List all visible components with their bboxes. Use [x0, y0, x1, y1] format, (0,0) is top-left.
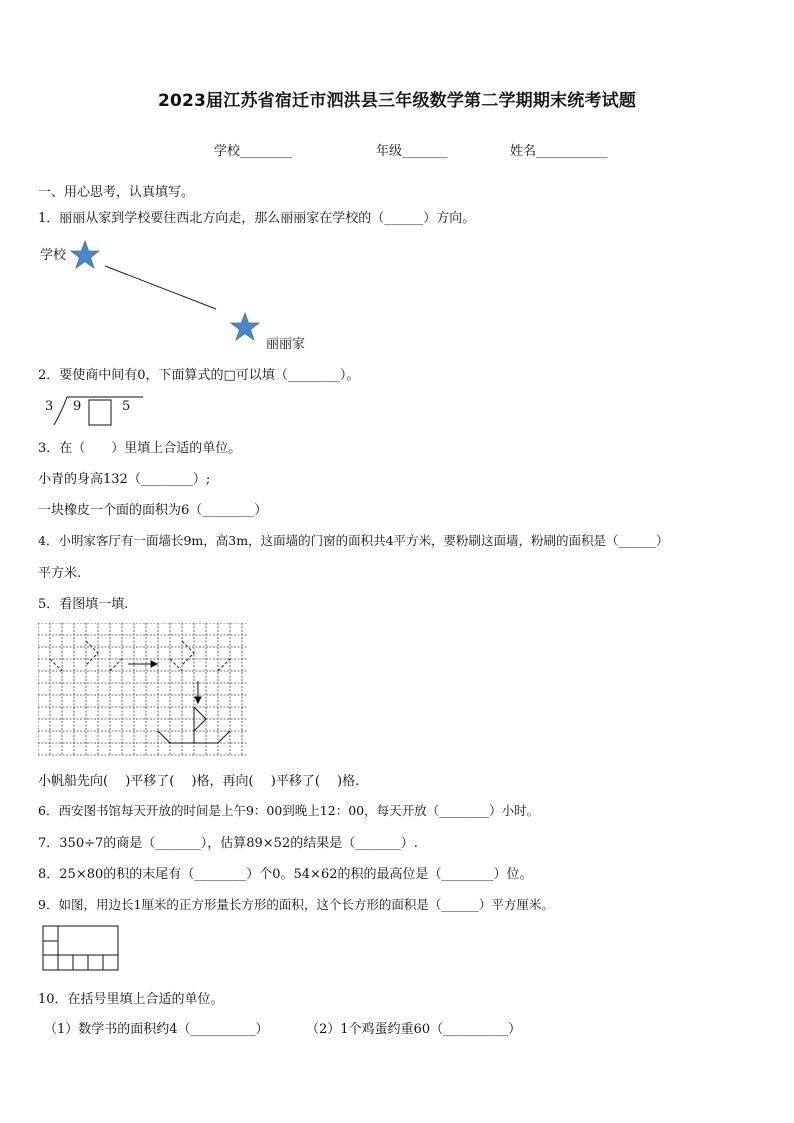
question-7: 7．350÷7的商是（_______），估算89×52的结果是（_______）.: [38, 836, 418, 851]
home-label: 丽丽家: [266, 337, 306, 352]
name-field: 姓名___________: [510, 144, 608, 159]
page-title: 2023届江苏省宿迁市泗洪县三年级数学第二学期期末统考试题: [157, 91, 637, 111]
dividend-digit-3: 5: [122, 399, 131, 414]
question-3b: 一块橡皮一个面的面积为6（________）: [38, 503, 268, 518]
q1-diagram: [70, 236, 330, 348]
question-2: 2．要使商中间有0，下面算式的□可以填（________）。: [38, 368, 360, 383]
path-line: [105, 266, 216, 309]
question-3a: 小青的身高132（________）;: [38, 472, 211, 487]
question-10: 10．在括号里填上合适的单位。: [38, 992, 224, 1007]
rectangle-diagram: [42, 925, 122, 973]
divisor: 3: [45, 399, 54, 414]
section-heading: 一、用心思考，认真填写。: [38, 185, 195, 200]
home-star-icon: [231, 313, 259, 340]
question-5-fill: 小帆船先向( )平移了( )格，再向( )平移了( )格.: [38, 774, 360, 789]
grid-diagram: [38, 623, 253, 756]
question-8: 8．25×80的积的末尾有（________）个0。54×62的积的最高位是（________）位。: [38, 867, 533, 882]
question-10a: （1）数学书的面积约4（__________）: [44, 1022, 269, 1037]
dividend-digit-1: 9: [73, 399, 82, 414]
grade-field: 年级_______: [376, 144, 448, 159]
question-6: 6．西安图书馆每天开放的时间是上午9：00到晚上12：00，每天开放（________）小时。: [38, 803, 540, 818]
division-diagram: [38, 394, 150, 430]
question-3: 3．在（ ）里填上合适的单位。: [38, 441, 242, 456]
question-1: 1．丽丽从家到学校要往西北方向走，那么丽丽家在学校的（______）方向。: [38, 211, 476, 226]
question-5: 5．看图填一填.: [38, 597, 129, 612]
school-field: 学校________: [214, 144, 293, 159]
school-label: 学校: [40, 248, 67, 263]
question-9: 9．如图，用边长1厘米的正方形量长方形的面积，这个长方形的面积是（______）平方厘米。: [38, 897, 554, 912]
boat-shapes: [50, 641, 230, 671]
blank-box: [89, 400, 111, 425]
question-4-line-1: 4．小明家客厅有一面墙长9m，高3m，这面墙的门窗的面积共4平方米，要粉刷这面墙，粉刷的面积是（______）: [38, 533, 669, 548]
question-4-line-2: 平方米.: [38, 566, 82, 581]
school-star-icon: [71, 241, 99, 268]
question-10b: （2）1个鸡蛋约重60（__________）: [306, 1022, 522, 1037]
